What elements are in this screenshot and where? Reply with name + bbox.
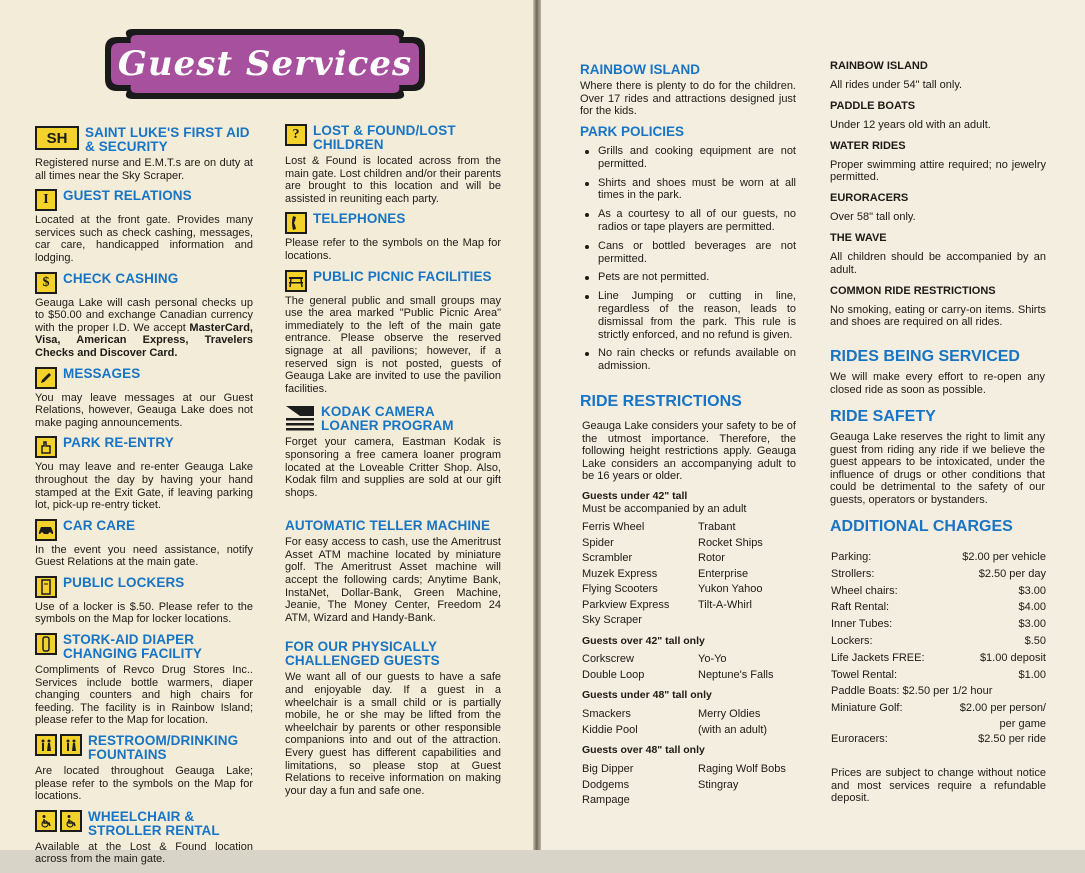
- section-header: [35, 633, 253, 661]
- section-challenged: [285, 640, 501, 797]
- section-header: [285, 640, 501, 668]
- section-header: [285, 124, 501, 152]
- ride-name: Trabant: [698, 521, 736, 533]
- wheelchair-icon: [60, 810, 82, 832]
- under-48-heading: Guests under 48" tall only: [582, 689, 712, 701]
- section-title: KODAK CAMERA LOANER PROGRAM: [321, 404, 454, 434]
- picnic-icon: [285, 270, 307, 292]
- ride-name: Flying Scooters: [582, 583, 658, 595]
- ride-note-title: COMMON RIDE RESTRICTIONS: [830, 284, 996, 297]
- ride-note-text: Proper swimming attire required; no jewelry permitted.: [830, 158, 1046, 184]
- section-body: [35, 461, 253, 511]
- ride-name: Yukon Yahoo: [698, 583, 763, 595]
- section-header: [35, 126, 253, 154]
- messages-icon: [35, 367, 57, 389]
- charge-row: [831, 616, 1046, 633]
- section-body-text: You may leave and re-enter Geauga Lake throughout the day by having your hand stamped at the Exit Gate, if leaving parking lot, pick-up re-entry ticket.: [35, 461, 253, 512]
- ride-name: Tilt-A-Whirl: [698, 598, 752, 611]
- rainbow-island-text: Where there is plenty to do for the children. Over 17 rides and attractions designed just for the kids.: [580, 80, 796, 118]
- section-body-text: We want all of our guests to have a safe and enjoyable day. If a guest in a wheelchair is a small child or is partially mobile, he or she may be lifted from the wheelchair by parents or other responsible companions into and out of the attraction. Every guest has different capabilities and limitations, so please stop at Guest Relations to receive information on making your day a fun and safe one.: [285, 671, 501, 797]
- ride-name: Muzek Express: [582, 567, 658, 580]
- charge-row: [831, 583, 1046, 600]
- section-header: [35, 367, 253, 389]
- section-body: [35, 841, 253, 866]
- ride-name: Rocket Ships: [698, 536, 763, 549]
- section-messages: [35, 367, 253, 430]
- section-body-text: Registered nurse and E.M.T.s are on duty at all times near the Sky Scraper.: [35, 157, 253, 182]
- charge-item: Strollers:: [831, 567, 875, 580]
- section-body: [285, 155, 501, 205]
- section-header: [35, 519, 253, 541]
- charge-row: [831, 549, 1046, 566]
- car-care-icon: [35, 519, 57, 541]
- section-header: [285, 405, 501, 433]
- icon-glyph: ?: [292, 127, 300, 142]
- ride-name: Raging Wolf Bobs: [698, 763, 786, 775]
- charge-price: $1.00: [1018, 668, 1046, 681]
- charge-item: Life Jackets FREE:: [831, 651, 925, 664]
- diaper-icon: [35, 633, 57, 655]
- under-48-rides: [582, 707, 802, 739]
- section-header: [285, 212, 501, 234]
- section-header: [285, 270, 501, 292]
- section-title: PUBLIC PICNIC FACILITIES: [313, 268, 492, 284]
- section-body-text: For easy access to cash, use the Ameritrust Asset ATM machine located by miniature golf. The Ameritrust Asset machine will accept the following cards; Anytime Bank, InstaNet, Dollar-Bank, Green Machine, Jeanie, The Money Center, Freedom 24 ATM, Wizard and Handy-Bank.: [285, 536, 501, 624]
- over-42-heading: Guests over 42" tall only: [582, 635, 705, 647]
- under-42-rides: [582, 520, 802, 630]
- icon-glyph: I: [43, 192, 49, 208]
- charge-price: $.50: [1024, 634, 1046, 647]
- charge-item: Parking:: [831, 551, 872, 563]
- section-check-cashing: [35, 272, 253, 360]
- ride-note-title: WATER RIDES: [830, 139, 906, 152]
- charge-item: Raft Rental:: [831, 601, 890, 614]
- section-kodak: [285, 405, 501, 499]
- ride-name: Merry Oldies: [698, 708, 761, 720]
- rides-serviced-heading: RIDES BEING SERVICED: [830, 348, 1020, 365]
- policy-item: As a courtesy to all of our guests, no radios or tape players are permitted.: [582, 208, 796, 234]
- ride-name: Neptune's Falls: [698, 668, 774, 681]
- charge-price: $2.50 per day: [978, 567, 1046, 580]
- ride-name: Kiddie Pool: [582, 723, 638, 736]
- ride-note-title: PADDLE BOATS: [830, 99, 916, 112]
- wheelchair-icon: [35, 810, 57, 832]
- ride-name: Sky Scraper: [582, 614, 642, 626]
- section-body: [35, 544, 253, 569]
- policy-item: Shirts and shoes must be worn at all times in the park.: [582, 177, 796, 203]
- charge-item: Lockers:: [831, 634, 873, 647]
- section-body-text: Please refer to the symbols on the Map for locations.: [285, 237, 501, 262]
- charge-row: [831, 717, 1046, 731]
- ride-name: Double Loop: [582, 668, 645, 681]
- ride-name: Corkscrew: [582, 653, 634, 665]
- section-title: MESSAGES: [63, 365, 141, 381]
- ride-name: Ferris Wheel: [582, 521, 645, 533]
- under-42-note: Must be accompanied by an adult: [582, 503, 747, 515]
- section-body: [285, 671, 501, 797]
- ride-notes-column: [830, 60, 1046, 337]
- section-body: [35, 297, 253, 360]
- section-header: [35, 810, 253, 838]
- over-48-heading: Guests over 48" tall only: [582, 744, 705, 756]
- charge-price: $3.00: [1018, 618, 1046, 631]
- charge-price: $4.00: [1018, 601, 1046, 614]
- section-body: [35, 392, 253, 430]
- under-42-heading: Guests under 42" tall: [582, 490, 688, 502]
- rides-serviced-text: We will make every effort to re-open any closed ride as soon as possible.: [830, 371, 1045, 396]
- ride-note-text: All children should be accompanied by an adult.: [830, 250, 1046, 276]
- section-body-text: Geauga Lake will cash personal checks up to $50.00 and exchange Canadian currency with the proper I.D. We accept: [35, 296, 253, 334]
- section-telephones: [285, 212, 501, 262]
- charge-item: Wheel chairs:: [831, 584, 898, 597]
- ride-note-text: Under 12 years old with an adult.: [830, 118, 991, 131]
- policy-item: Pets are not permitted.: [582, 271, 796, 284]
- section-body: [285, 237, 501, 262]
- services-column-1: [35, 126, 253, 873]
- section-title: CHECK CASHING: [63, 270, 179, 286]
- charge-row: [831, 599, 1046, 616]
- section-body: [35, 664, 253, 727]
- section-body: [35, 765, 253, 803]
- section-body-bold: MasterCard, Visa, American Express, Travelers Checks and Discover Card.: [35, 321, 253, 359]
- section-body-text: Use of a locker is $.50. Please refer to the symbols on the Map for locker locations.: [35, 600, 253, 626]
- section-title: TELEPHONES: [313, 211, 406, 227]
- section-header: [35, 272, 253, 294]
- ride-note-text: No smoking, eating or carry-on items. Shirts and shoes are required on all rides.: [830, 303, 1046, 329]
- charge-item: Paddle Boats: $2.50 per 1/2 hour: [831, 685, 993, 698]
- charge-row: [831, 566, 1046, 583]
- ride-name: Yo-Yo: [698, 653, 727, 665]
- section-body-text: Compliments of Revco Drug Stores Inc.. Services include bottle warmers, diaper changing counters and high chairs for feeding. The facility is in Rainbow Island; please refer to the Map for location.: [35, 664, 253, 727]
- ride-note-text: All rides under 54" tall only.: [830, 79, 963, 91]
- charge-item: Towel Rental:: [831, 668, 898, 681]
- kodak-icon: [285, 405, 315, 433]
- section-atm: [285, 519, 501, 624]
- section-body-text: You may leave messages at our Guest Relations, however, Geauga Lake does not make paging announcements.: [35, 391, 253, 429]
- ride-name: Enterprise: [698, 567, 749, 580]
- ride-name: Dodgems: [582, 778, 630, 791]
- park-reentry-icon: [35, 436, 57, 458]
- charge-row: [831, 667, 1046, 684]
- charge-price: $3.00: [1018, 584, 1046, 597]
- ride-name: (with an adult): [698, 723, 768, 736]
- charge-item: Inner Tubes:: [831, 618, 893, 631]
- section-lockers: [35, 576, 253, 626]
- section-body-text: Located at the front gate. Provides many services such as check cashing, messages, car care, handicapped information and lodging.: [35, 214, 253, 264]
- section-car-care: [35, 519, 253, 569]
- charge-price: per game: [999, 717, 1046, 730]
- section-wheelchair: [35, 810, 253, 866]
- guest-services-banner: [103, 27, 427, 101]
- icon-glyph: $: [42, 274, 50, 290]
- section-title: WHEELCHAIR & STROLLER RENTAL: [88, 808, 220, 838]
- section-title: GUEST RELATIONS: [63, 188, 192, 204]
- section-body-text: In the event you need assistance, notify Guest Relations at the main gate.: [35, 543, 253, 569]
- section-body-text: Available at the Lost & Found location across from the main gate.: [35, 840, 253, 866]
- ride-name: Rotor: [698, 552, 725, 564]
- lost-found-icon: [285, 124, 307, 146]
- ride-name: Spider: [582, 536, 614, 549]
- section-header: [35, 576, 253, 598]
- policy-item: Line Jumping or cutting in line, regardless of the reason, leads to dismissal from the park. This rule is strictly enforced, and no refund is given.: [582, 290, 796, 341]
- ride-note-text: Over 58" tall only.: [830, 211, 916, 224]
- rainbow-island-heading: RAINBOW ISLAND: [580, 62, 700, 77]
- charge-row: [831, 731, 1046, 748]
- ride-note-title: EURORACERS: [830, 192, 909, 205]
- section-body: [285, 295, 501, 396]
- page-gutter: [533, 0, 541, 850]
- section-park-reentry: [35, 436, 253, 511]
- ride-note-title: RAINBOW ISLAND: [830, 60, 928, 72]
- additional-charges-heading: ADDITIONAL CHARGES: [830, 518, 1013, 535]
- policy-item: Grills and cooking equipment are not permitted.: [582, 145, 796, 171]
- ride-name: Stingray: [698, 778, 739, 791]
- section-title: AUTOMATIC TELLER MACHINE: [285, 518, 491, 534]
- check-cashing-icon: [35, 272, 57, 294]
- charge-price: $2.00 per vehicle: [962, 551, 1046, 563]
- section-restroom: [35, 734, 253, 803]
- section-guest-relations: [35, 189, 253, 264]
- park-policies-list: [582, 145, 796, 379]
- section-title: CAR CARE: [63, 517, 136, 533]
- section-title: STORK-AID DIAPER CHANGING FACILITY: [63, 632, 202, 662]
- restroom-icon: [35, 734, 57, 756]
- charge-row: [831, 700, 1046, 717]
- charge-item: Miniature Golf:: [831, 702, 903, 715]
- lockers-icon: [35, 576, 57, 598]
- section-header: [285, 519, 501, 533]
- ride-name: Rampage: [582, 794, 630, 806]
- over-42-rides: [582, 652, 802, 684]
- section-title: FOR OUR PHYSICALLY CHALLENGED GUESTS: [285, 639, 440, 669]
- section-header: [35, 189, 253, 211]
- charge-row: [831, 650, 1046, 667]
- svg-text:SH: SH: [46, 130, 68, 147]
- section-first-aid: [35, 126, 253, 182]
- charge-row: [831, 633, 1046, 650]
- section-title: RESTROOM/DRINKING FOUNTAINS: [88, 733, 239, 763]
- charges-note: Prices are subject to change without notice and most services require a refundable deposit.: [831, 767, 1046, 805]
- ride-note-title: THE WAVE: [830, 231, 887, 244]
- section-title: LOST & FOUND/LOST CHILDREN: [313, 123, 456, 152]
- ride-name: Scrambler: [582, 552, 633, 564]
- ride-name: Parkview Express: [582, 598, 670, 611]
- section-title: PARK RE-ENTRY: [63, 435, 174, 451]
- section-lost-found: [285, 124, 501, 205]
- charges-table: [831, 549, 1046, 748]
- section-body: [285, 436, 501, 499]
- section-picnic: [285, 270, 501, 396]
- first-aid-icon: [35, 126, 79, 150]
- page-title: Guest Services: [117, 44, 413, 84]
- charge-price: $1.00 deposit: [979, 651, 1046, 664]
- charge-row: [831, 683, 1046, 700]
- section-body-text: Lost & Found is located across from the main gate. Lost children and/or their parents are brought to this location and will be assisted in reuniting each party.: [285, 155, 501, 205]
- section-header: [35, 734, 253, 762]
- section-body: [285, 536, 501, 624]
- ride-restrictions-text: Geauga Lake considers your safety to be of the utmost importance. Therefore, the following height restrictions apply. Geauga Lake considers an accompanying adult to be 16 years or older.: [582, 420, 796, 483]
- section-body-text: The general public and small groups may use the area marked "Public Picnic Area" immediately to the left of the main gate entrance. Please observe the reserved signage at all pavilions; however, if a reserved sign is not posted, guests of Geauga Lake are invited to use the pavilion facilities.: [285, 294, 501, 395]
- ride-restrictions-heading: RIDE RESTRICTIONS: [580, 393, 742, 410]
- charge-item: Euroracers:: [831, 732, 888, 745]
- section-header: [35, 436, 253, 458]
- section-body: [35, 214, 253, 264]
- guest-relations-icon: [35, 189, 57, 211]
- telephones-icon: [285, 212, 307, 234]
- section-title: SAINT LUKE'S FIRST AID & SECURITY: [85, 125, 250, 154]
- section-title: PUBLIC LOCKERS: [63, 574, 185, 590]
- section-body-text: Forget your camera, Eastman Kodak is sponsoring a free camera loaner program located at the Loveable Critter Shop. Also, Kodak film and supplies are sold at our gift shops.: [285, 436, 501, 499]
- ride-name: Smackers: [582, 708, 631, 720]
- services-column-2: [285, 124, 501, 804]
- park-policies-heading: PARK POLICIES: [580, 124, 685, 139]
- section-body-text: Are located throughout Geauga Lake; please refer to the symbols on the Map for locations.: [35, 765, 253, 803]
- section-body: [35, 601, 253, 626]
- over-48-rides: [582, 762, 802, 810]
- restroom-icon: [60, 734, 82, 756]
- section-body: [35, 157, 253, 182]
- policy-item: Cans or bottled beverages are not permitted.: [582, 240, 796, 266]
- ride-safety-heading: RIDE SAFETY: [830, 408, 936, 425]
- charge-price: $2.00 per person/: [959, 702, 1046, 715]
- charge-price: $2.50 per ride: [978, 732, 1046, 745]
- section-diaper: [35, 633, 253, 727]
- policy-item: No rain checks or refunds available on admission.: [582, 347, 796, 373]
- ride-name: Big Dipper: [582, 763, 634, 775]
- ride-safety-text: Geauga Lake reserves the right to limit any guest from riding any ride if we believe the guest appears to be intoxicated, under the influence of drugs or other conditions that could be detrimental to the safety of our guests, operators or bystanders.: [830, 431, 1045, 506]
